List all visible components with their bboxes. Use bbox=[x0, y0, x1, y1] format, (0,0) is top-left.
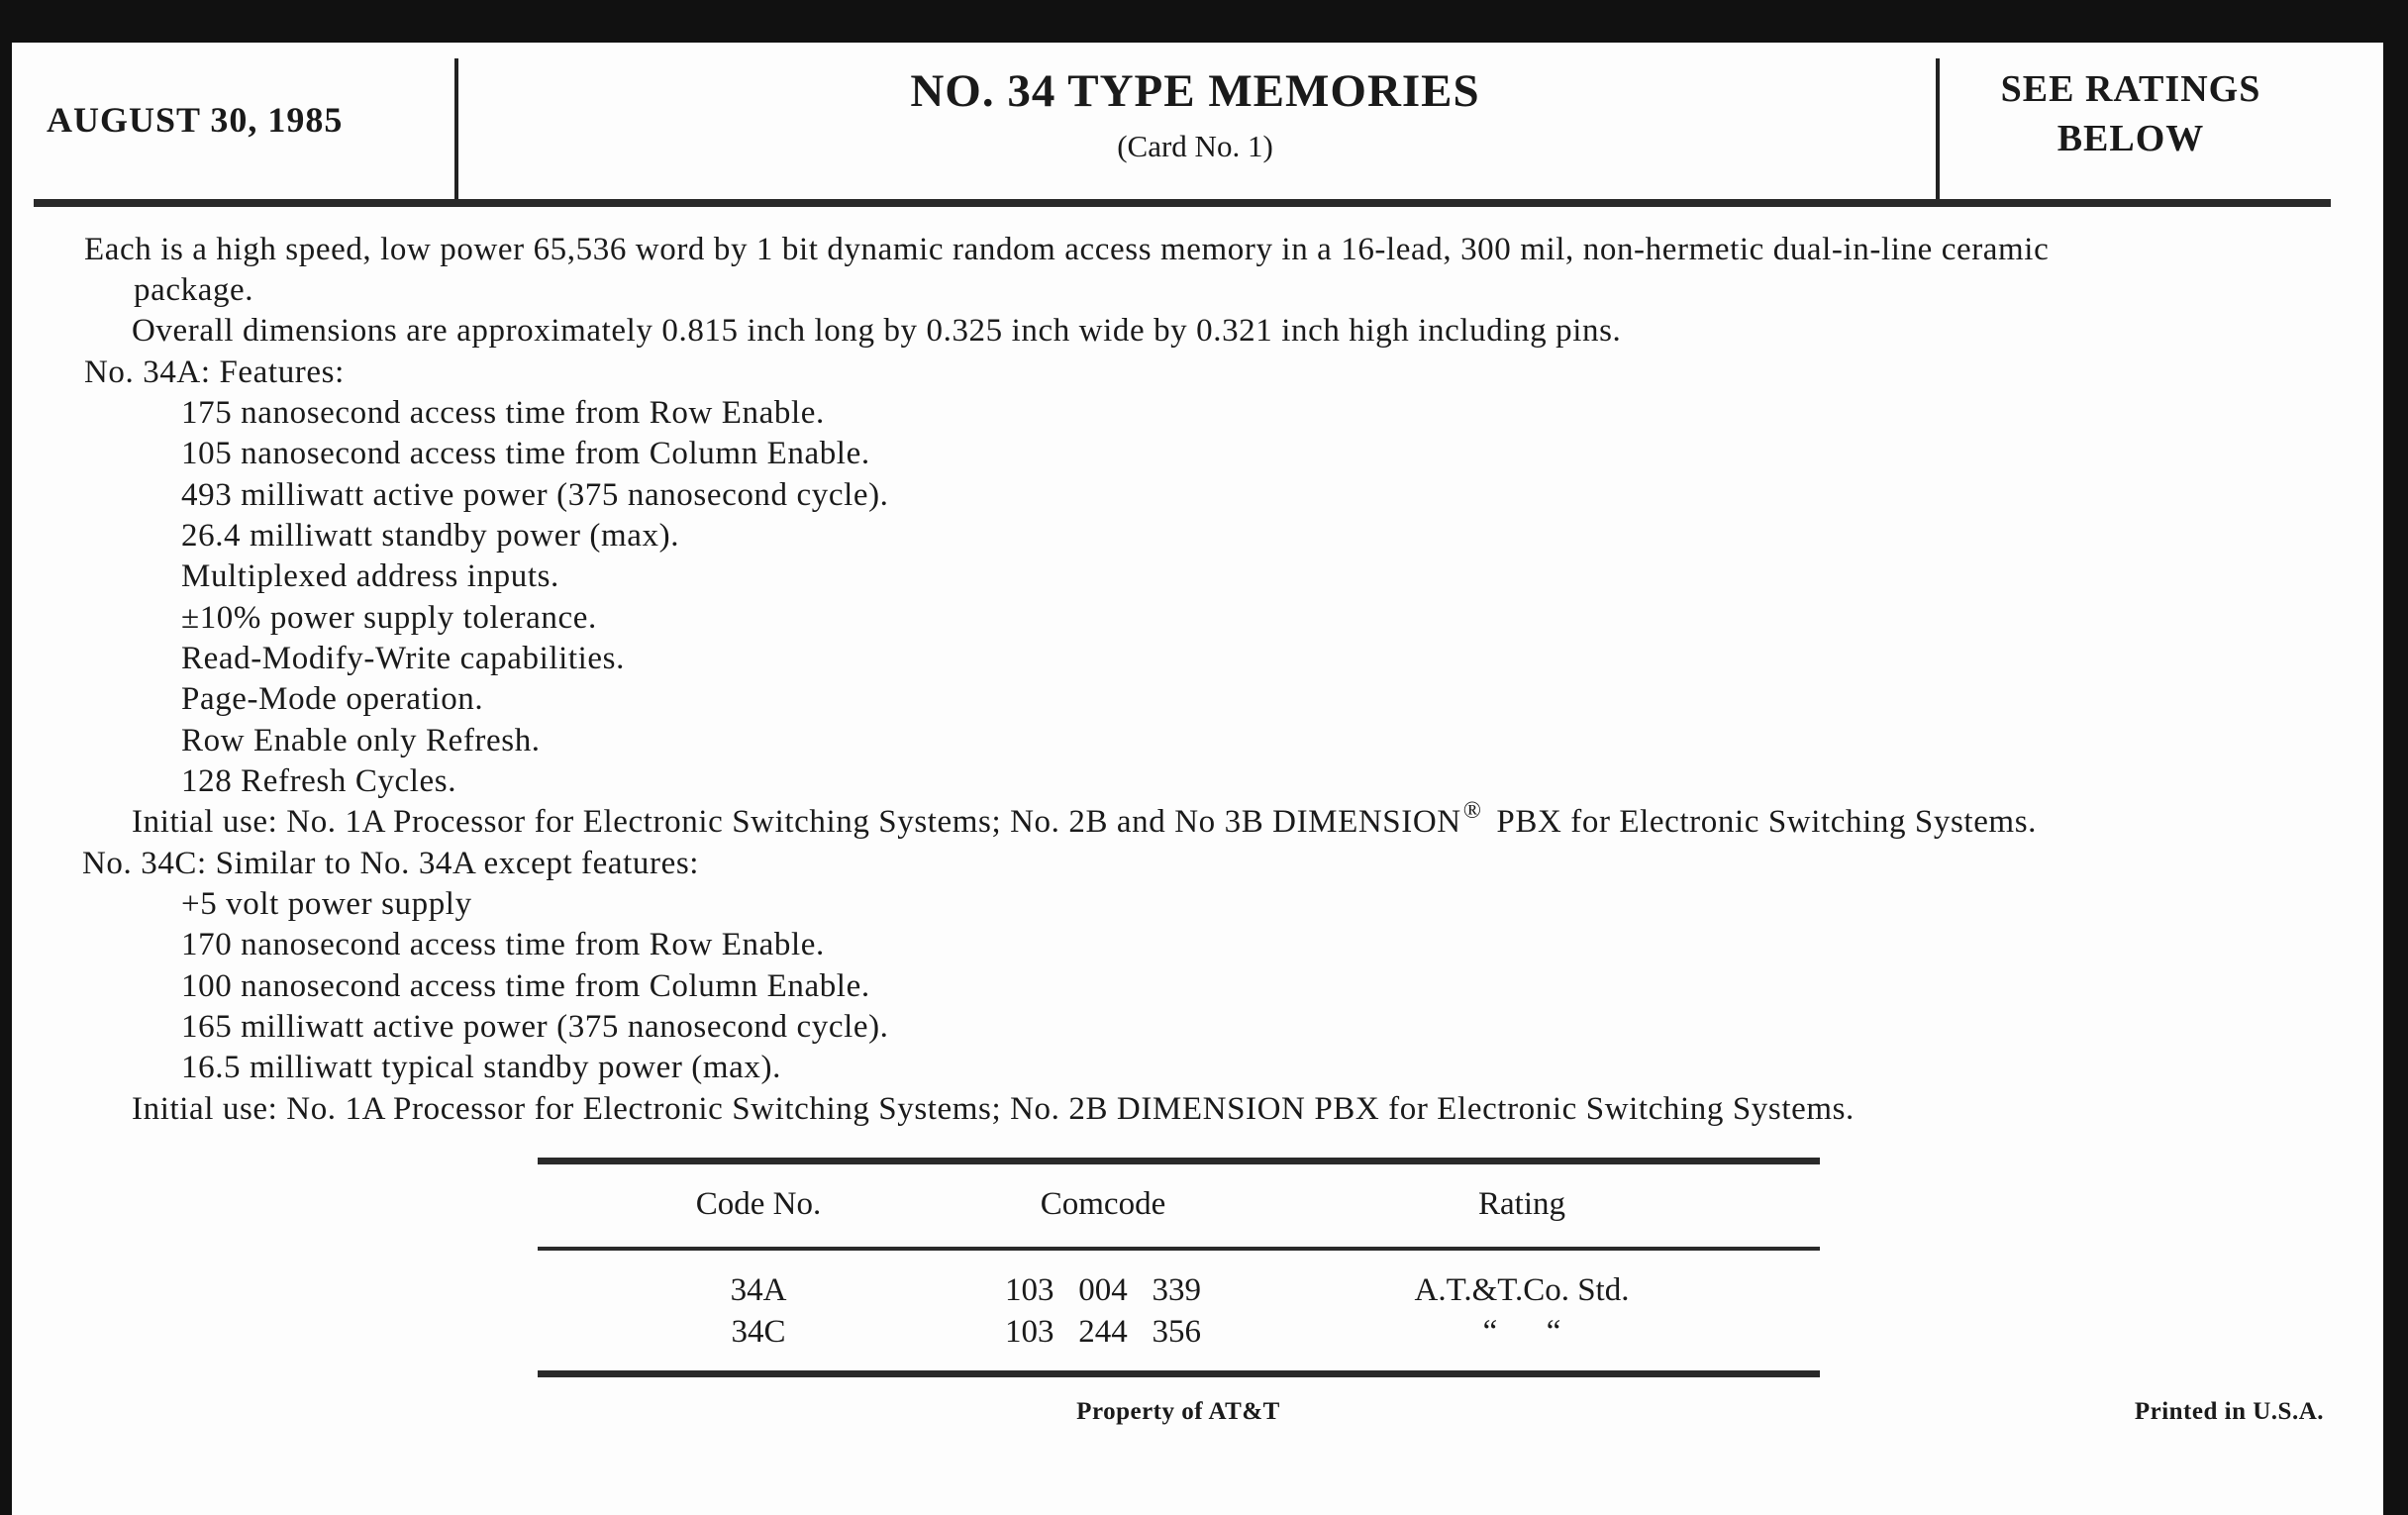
registered-mark: ® bbox=[1462, 798, 1482, 824]
initial-use-34a-text-end: PBX for Electronic Switching Systems. bbox=[1496, 804, 2037, 840]
feature-34a: 128 Refresh Cycles. bbox=[181, 763, 457, 799]
header-comcode: Comcode bbox=[1040, 1186, 1166, 1222]
ratings-note bbox=[2001, 67, 2261, 160]
document-card bbox=[12, 43, 2383, 1515]
header-divider-right bbox=[1936, 58, 1940, 203]
feature-34a: ±10% power supply tolerance. bbox=[181, 600, 597, 636]
feature-34c: 165 milliwatt active power (375 nanosecond cycle). bbox=[181, 1009, 889, 1045]
rating-cell: A.T.&T.Co. Std. bbox=[1414, 1272, 1630, 1308]
header-rule bbox=[34, 199, 2331, 207]
feature-34a: Read-Modify-Write capabilities. bbox=[181, 641, 625, 676]
intro-text: Each is a high speed, low power 65,536 word by 1 bit dynamic random access memory in a 16-lead, 300 mil, non-hermetic dual-in-line ceramic bbox=[84, 232, 2050, 267]
comcode-cell: 103 244 356 bbox=[1005, 1314, 1201, 1350]
header-code-no: Code No. bbox=[695, 1186, 822, 1222]
printed-notice: Printed in U.S.A. bbox=[2134, 1398, 2324, 1425]
no-34c-heading: No. 34C: Similar to No. 34A except features: bbox=[82, 846, 700, 881]
rating-cell: “ “ bbox=[1482, 1314, 1561, 1350]
initial-use-34a-text: Initial use: No. 1A Processor for Electronic Switching Systems; No. 2B and No 3B DIMENSION bbox=[132, 804, 1461, 840]
code-no-cell: 34A bbox=[730, 1272, 787, 1308]
code-no-cell: 34C bbox=[731, 1314, 786, 1350]
property-notice: Property of AT&T bbox=[1076, 1398, 1280, 1425]
feature-34a: 105 nanosecond access time from Column Enable. bbox=[181, 436, 870, 471]
feature-34c: +5 volt power supply bbox=[181, 886, 472, 922]
card-number: (Card No. 1) bbox=[1117, 129, 1273, 163]
page-title: NO. 34 TYPE MEMORIES bbox=[910, 65, 1480, 117]
table-bottom-rule bbox=[538, 1370, 1820, 1377]
table-top-rule bbox=[538, 1158, 1820, 1164]
no-34a-heading: No. 34A: Features: bbox=[84, 354, 345, 390]
feature-34a: 26.4 milliwatt standby power (max). bbox=[181, 518, 680, 554]
feature-34a: 493 milliwatt active power (375 nanosecond cycle). bbox=[181, 477, 889, 513]
feature-34a: Row Enable only Refresh. bbox=[181, 723, 541, 758]
feature-34c: 16.5 milliwatt typical standby power (max). bbox=[181, 1050, 781, 1085]
feature-34a: Multiplexed address inputs. bbox=[181, 558, 559, 594]
feature-34a: Page-Mode operation. bbox=[181, 681, 484, 717]
date: AUGUST 30, 1985 bbox=[47, 100, 344, 140]
header-divider-left bbox=[454, 58, 458, 203]
initial-use-34c: Initial use: No. 1A Processor for Electronic Switching Systems; No. 2B DIMENSION PBX for Electronic Switching Systems. bbox=[132, 1091, 1855, 1127]
initial-use-34a bbox=[132, 798, 2037, 841]
ratings-note-line2: BELOW bbox=[2057, 118, 2205, 159]
feature-34c: 100 nanosecond access time from Column Enable. bbox=[181, 968, 870, 1004]
intro-text-cont: package. bbox=[134, 272, 254, 308]
comcode-cell: 103 004 339 bbox=[1005, 1272, 1201, 1308]
feature-34c: 170 nanosecond access time from Row Enable. bbox=[181, 927, 825, 962]
header-rating: Rating bbox=[1478, 1186, 1565, 1222]
feature-34a: 175 nanosecond access time from Row Enable. bbox=[181, 395, 825, 431]
dimensions-text: Overall dimensions are approximately 0.815 inch long by 0.325 inch wide by 0.321 inch high including pins. bbox=[132, 313, 1622, 349]
table-header-rule bbox=[538, 1247, 1820, 1251]
ratings-note-line1: SEE RATINGS bbox=[2000, 68, 2261, 110]
